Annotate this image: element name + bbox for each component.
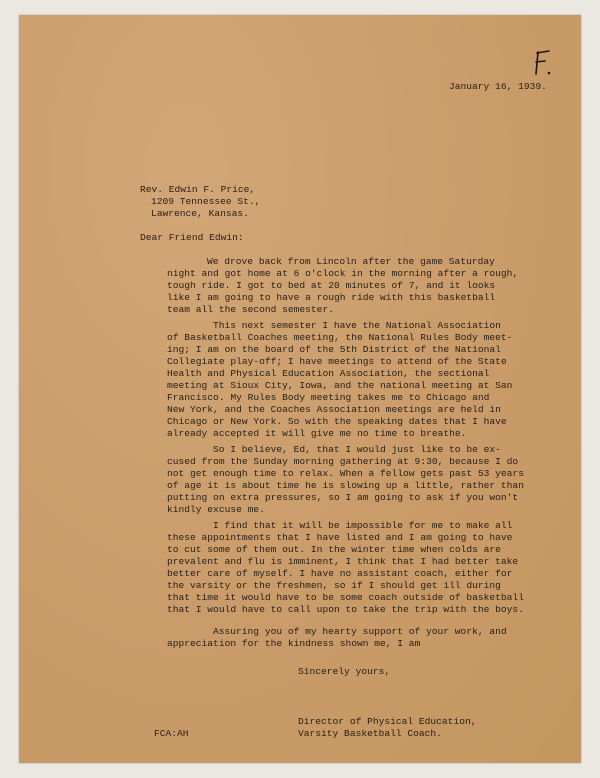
body-line: So I believe, Ed, that I would just like to be ex- — [213, 444, 501, 455]
body-line: these appointments that I have listed and I am going to have — [167, 532, 513, 543]
body-line: kindly excuse me. — [167, 504, 265, 515]
signature-title-line: Director of Physical Education, — [298, 716, 477, 727]
body-line: tough ride. I got to bed at 20 minutes of 7, and it looks — [167, 280, 496, 291]
recipient-name: Rev. Edwin F. Price, — [140, 184, 256, 195]
body-line: ing; I am on the board of the 5th District of the National — [167, 344, 501, 355]
handwritten-page-mark — [532, 48, 554, 78]
body-line: New York, and the Coaches Association meetings are held in — [167, 404, 501, 415]
body-line: appreciation for the kindness shown me, I am — [167, 638, 421, 649]
recipient-city: Lawrence, Kansas. — [151, 208, 249, 219]
body-line: like I am going to have a rough ride with this basketball — [167, 292, 496, 303]
letter-date: January 16, 1939. — [449, 81, 547, 92]
body-line: that time it would have to be some coach outside of basketball — [167, 592, 524, 603]
body-line: already accepted it will give me no time to breathe. — [167, 428, 467, 439]
signature-title-line: Varsity Basketball Coach. — [298, 728, 442, 739]
body-line: Francisco. My Rules Body meeting takes me to Chicago and — [167, 392, 490, 403]
body-line: Collegiate play-off; I have meetings to attend of the State — [167, 356, 507, 367]
body-line: prevalent and flu is imminent, I think that I had better take — [167, 556, 519, 567]
body-line: putting on extra pressures, so I am going to ask if you won't — [167, 492, 519, 503]
body-line: night and got home at 6 o'clock in the morning after a rough, — [167, 268, 519, 279]
body-line: the varsity or the freshmen, so if I should get ill during — [167, 580, 501, 591]
body-line: that I would have to call upon to take the trip with the boys. — [167, 604, 524, 615]
initials: FCA:AH — [154, 728, 189, 739]
letter-page — [19, 15, 581, 763]
body-line: Health and Physical Education Association, the sectional — [167, 368, 490, 379]
salutation: Dear Friend Edwin: — [140, 232, 244, 243]
body-line: of Basketball Coaches meeting, the National Rules Body meet- — [167, 332, 513, 343]
body-line: I find that it will be impossible for me to make all — [213, 520, 513, 531]
body-line: We drove back from Lincoln after the game Saturday — [207, 256, 495, 267]
closing: Sincerely yours, — [298, 666, 391, 677]
body-line: Assuring you of my hearty support of your work, and — [213, 626, 507, 637]
body-line: cused from the Sunday morning gathering at 9:30, because I do — [167, 456, 519, 467]
body-line: not get enough time to relax. When a fellow gets past 53 years — [167, 468, 524, 479]
body-line: of age it is about time he is slowing up a little, rather than — [167, 480, 524, 491]
body-line: This next semester I have the National Association — [213, 320, 501, 331]
body-line: Chicago or New York. So with the speaking dates that I have — [167, 416, 507, 427]
body-line: better care of myself. I have no assistant coach, either for — [167, 568, 513, 579]
recipient-street: 1209 Tennessee St., — [151, 196, 261, 207]
body-line: to cut some of them out. In the winter time when colds are — [167, 544, 501, 555]
body-line: team all the second semester. — [167, 304, 334, 315]
body-line: meeting at Sioux City, Iowa, and the national meeting at San — [167, 380, 513, 391]
